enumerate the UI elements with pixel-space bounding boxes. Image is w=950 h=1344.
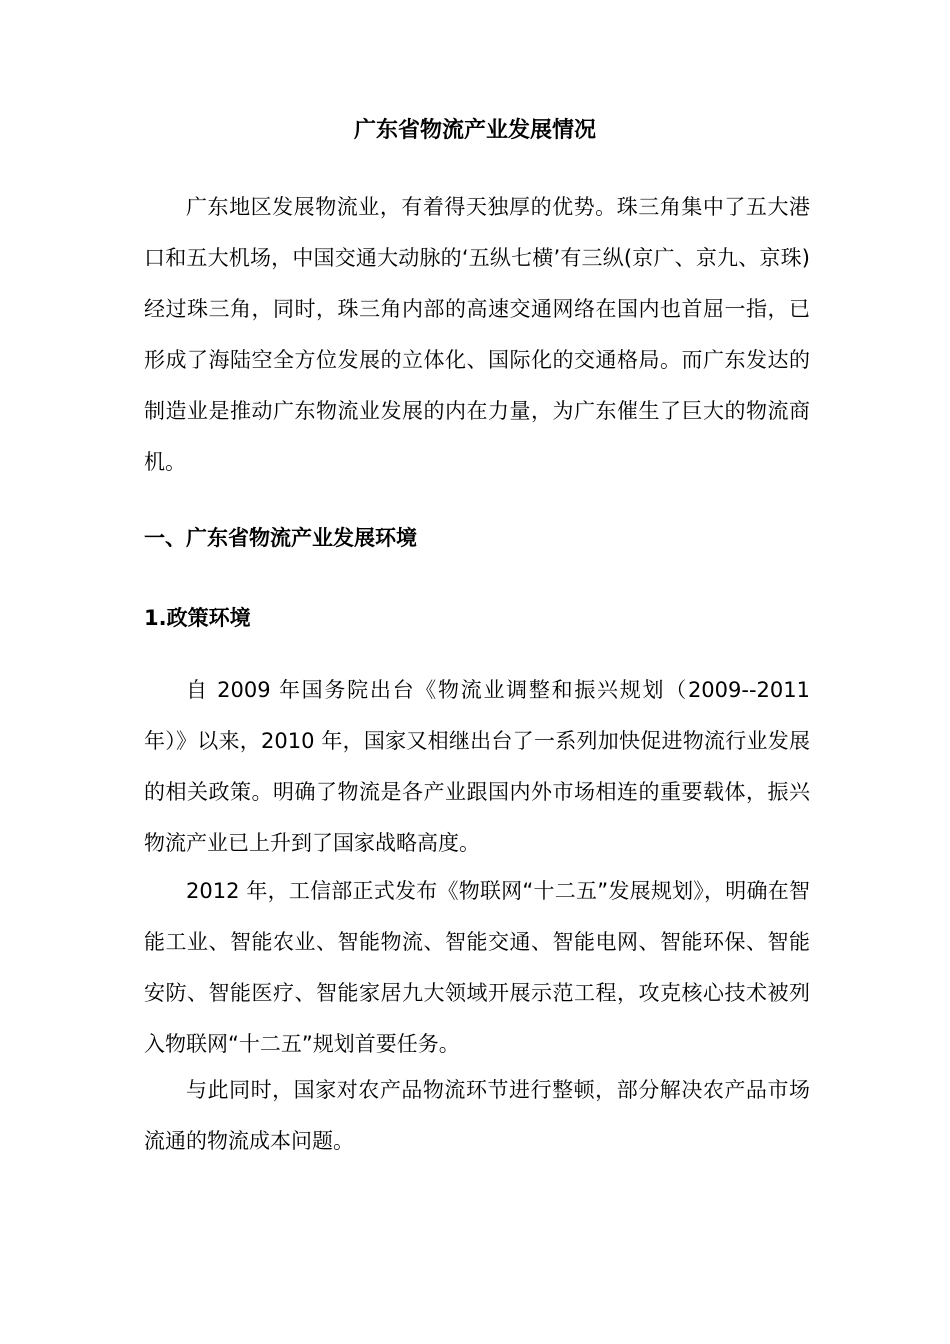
subsection-heading: 1.政策环境 <box>144 606 251 630</box>
policy-paragraph-3: 与此同时，国家对农产品物流环节进行整顿，部分解决农产品市场流通的物流成本问题。 <box>144 1078 810 1153</box>
document-title: 广东省物流产业发展情况 <box>353 118 596 143</box>
policy-paragraph-2: 2012 年，工信部正式发布《物联网“十二五”发展规划》，明确在智能工业、智能农业、智能物流、智能交通、智能电网、智能环保、智能安防、智能医疗、智能家居九大领域开展示范工程，攻克核心技术被列入物联网“十二五”规划首要任务。 <box>144 879 810 1056</box>
policy-paragraph-1: 自 2009 年国务院出台《物流业调整和振兴规划（2009--2011 年）》以来，2010 年，国家又相继出台了一系列加快促进物流行业发展的相关政策。明确了物流是各产业跟国内外市场相连的重要载体，振兴物流产业已上升到了国家战略高度。 <box>144 678 810 855</box>
section-heading: 一、广东省物流产业发展环境 <box>144 526 417 550</box>
intro-paragraph: 广东地区发展物流业，有着得天独厚的优势。珠三角集中了五大港口和五大机场，中国交通大动脉的‘五纵七横’有三纵(京广、京九、京珠)经过珠三角，同时，珠三角内部的高速交通网络在国内也首屈一指，已形成了海陆空全方位发展的立体化、国际化的交通格局。而广东发达的制造业是推动广东物流业发展的内在力量，为广东催生了巨大的物流商机。 <box>144 195 810 474</box>
